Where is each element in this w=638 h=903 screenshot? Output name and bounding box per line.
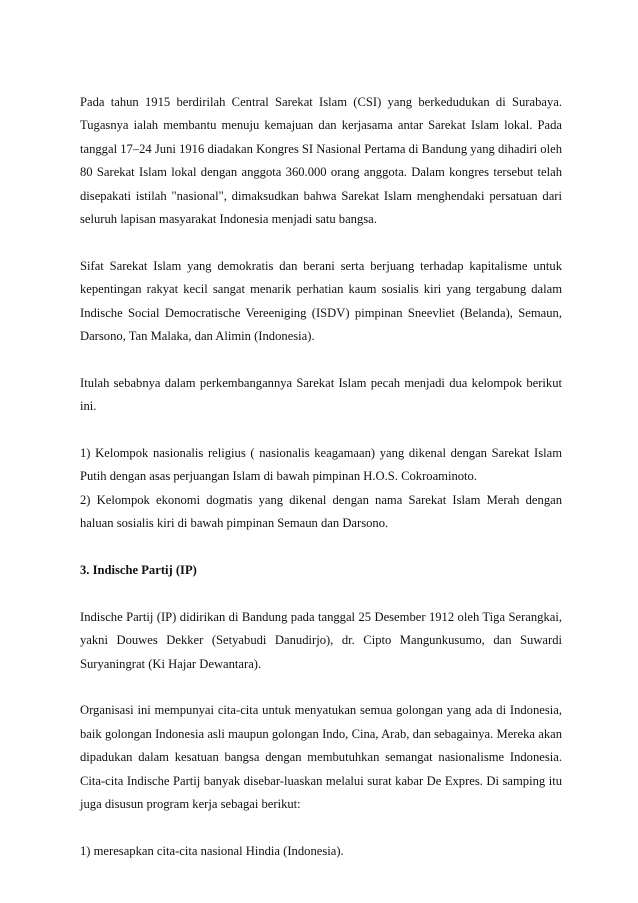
list-item-si-putih: 1) Kelompok nasionalis religius ( nasionalis keagamaan) yang dikenal dengan Sarekat Islam Putih dengan asas perjuangan Islam di bawah pimpinan H.O.S. Cokroaminoto.: [80, 446, 562, 484]
paragraph-gap: [80, 817, 562, 840]
section-heading: 3. Indische Partij (IP): [80, 563, 197, 578]
paragraph-gap: [80, 231, 562, 254]
paragraph-gap: [80, 676, 562, 699]
paragraph-isdv: Sifat Sarekat Islam yang demokratis dan berani serta berjuang terhadap kapitalisme untuk kepentingan rakyat kecil sangat menarik perhatian kaum sosialis kiri yang tergabung dalam Indische Social Democratische Vereeniging (ISDV) pimpinan Sneevliet (Belanda), Semaun, Darsono, Tan Malaka, dan Alimin (Indonesia).: [80, 258, 562, 344]
document-page: [80, 91, 562, 863]
list-item-program-1: 1) meresapkan cita-cita nasional Hindia (Indonesia).: [80, 843, 344, 858]
list-item-si-merah: 2) Kelompok ekonomi dogmatis yang dikenal dengan nama Sarekat Islam Merah dengan haluan sosialis kiri di bawah pimpinan Semaun dan Darsono.: [80, 492, 562, 531]
paragraph-ip-goals: Organisasi ini mempunyai cita-cita untuk menyatukan semua golongan yang ada di Indonesia, baik golongan Indonesia asli maupun golongan Indo, Cina, Arab, dan sebagainya. Mereka akan dipadukan dalam kesatuan bangsa dengan membutuhkan semangat nasionalisme Indonesia. Cita-cita Indische Partij banyak disebar-luaskan melalui surat kabar De Expres. Di samping itu juga disusun program kerja sebagai berikut:: [80, 703, 562, 812]
paragraph-split: Itulah sebabnya dalam perkembangannya Sarekat Islam pecah menjadi dua kelompok berikut ini.: [80, 375, 562, 414]
paragraph-gap: [80, 419, 562, 442]
paragraph-gap: [80, 536, 562, 559]
paragraph-gap: [80, 582, 562, 605]
paragraph-gap: [80, 348, 562, 371]
paragraph-csi: Pada tahun 1915 berdirilah Central Sarekat Islam (CSI) yang berkedudukan di Surabaya. Tugasnya ialah membantu menuju kemajuan dan kerjasama antar Sarekat Islam lokal. Pada tanggal 17–24 Juni 1916 diadakan Kongres SI Nasional Pertama di Bandung yang dihadiri oleh 80 Sarekat Islam lokal dengan anggota 360.000 orang anggota. Dalam kongres tersebut telah disepakati istilah "nasional", dimaksudkan bahwa Sarekat Islam menghendaki persatuan dari seluruh lapisan masyarakat Indonesia menjadi satu bangsa.: [80, 95, 562, 227]
paragraph-ip-founding: Indische Partij (IP) didirikan di Bandung pada tanggal 25 Desember 1912 oleh Tiga Serangkai, yakni Douwes Dekker (Setyabudi Danudirjo), dr. Cipto Mangunkusumo, dan Suwardi Suryaningrat (Ki Hajar Dewantara).: [80, 609, 562, 671]
